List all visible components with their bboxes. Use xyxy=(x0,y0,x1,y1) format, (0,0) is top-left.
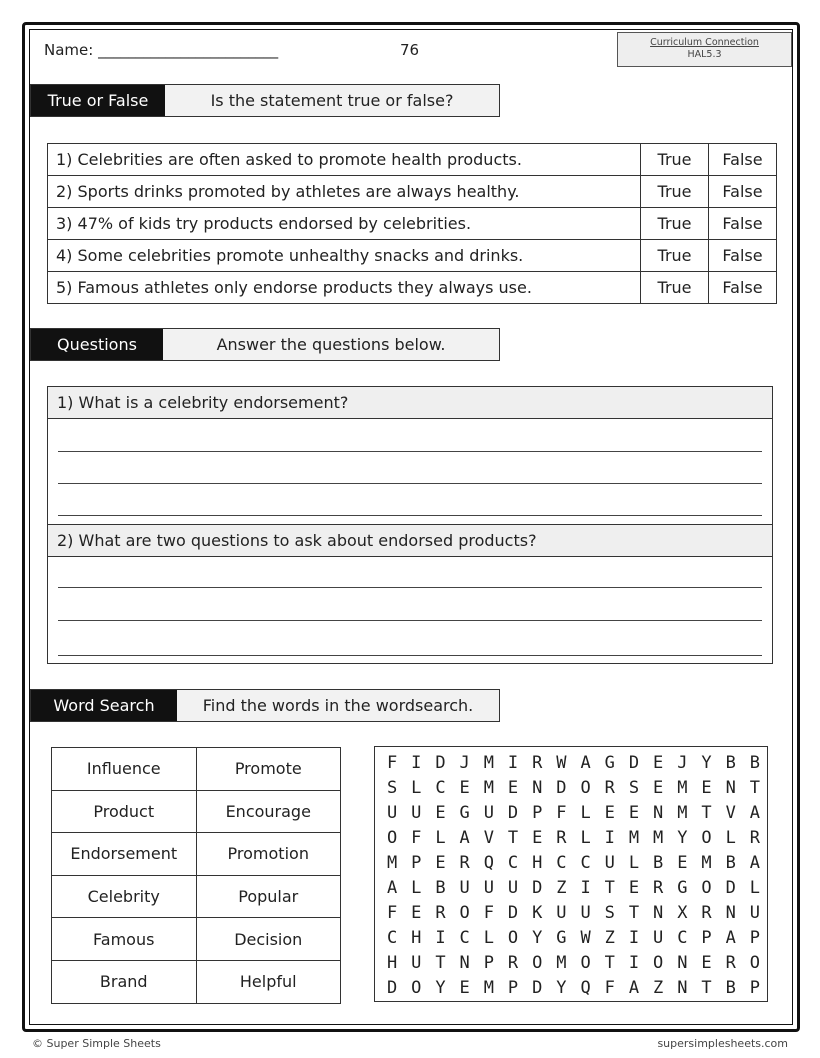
grid-letter[interactable]: A xyxy=(749,803,761,823)
grid-letter[interactable]: U xyxy=(653,928,664,948)
grid-letter[interactable]: P xyxy=(749,928,761,948)
grid-letter[interactable]: R xyxy=(653,878,664,898)
grid-letter[interactable]: U xyxy=(483,878,494,898)
grid-letter[interactable]: U xyxy=(749,903,761,923)
grid-letter[interactable]: F xyxy=(556,803,567,823)
word-list-item: Influence xyxy=(52,748,197,791)
answer-line[interactable] xyxy=(58,655,762,656)
grid-letter[interactable]: V xyxy=(483,828,494,848)
grid-letter[interactable]: M xyxy=(483,753,494,773)
grid-letter[interactable]: O xyxy=(507,928,519,948)
grid-letter[interactable]: E xyxy=(459,778,470,798)
grid-letter[interactable]: E xyxy=(435,853,446,873)
grid-letter[interactable]: P xyxy=(701,928,712,948)
grid-letter[interactable]: E xyxy=(653,753,664,773)
grid-letter[interactable]: D xyxy=(532,978,543,998)
grid-row xyxy=(380,901,767,926)
grid-letter[interactable]: D xyxy=(628,753,640,773)
grid-letter[interactable]: U xyxy=(556,903,567,923)
grid-row xyxy=(380,876,767,901)
curriculum-title: Curriculum Connection xyxy=(650,37,759,48)
grid-letter[interactable]: F xyxy=(386,903,398,923)
statement-text: 3) 47% of kids try products endorsed by celebrities. xyxy=(48,208,641,240)
grid-letter[interactable]: L xyxy=(483,928,494,948)
grid-letter[interactable]: I xyxy=(628,953,640,973)
word-list-item: Popular xyxy=(196,875,341,918)
grid-letter[interactable]: D xyxy=(386,978,398,998)
question-box xyxy=(47,525,773,664)
word-list-item: Product xyxy=(52,790,197,833)
grid-letter[interactable]: I xyxy=(435,928,446,948)
grid-letter[interactable]: M xyxy=(386,853,398,873)
grid-letter[interactable]: P xyxy=(532,803,543,823)
grid-letter[interactable]: I xyxy=(411,753,422,773)
word-list-row xyxy=(52,790,341,833)
name-field[interactable]: Name: ________________________ xyxy=(44,41,279,59)
answer-line[interactable] xyxy=(58,587,762,588)
statement-text: 5) Famous athletes only endorse products they always use. xyxy=(48,272,641,304)
grid-letter[interactable]: G xyxy=(604,753,615,773)
grid-letter[interactable]: E xyxy=(677,853,688,873)
word-list-row xyxy=(52,748,341,791)
false-option[interactable]: False xyxy=(709,176,777,208)
grid-row xyxy=(380,826,767,851)
grid-letter[interactable]: U xyxy=(386,803,398,823)
word-search-section-bar xyxy=(30,689,500,722)
grid-letter[interactable]: B xyxy=(725,853,736,873)
word-list-row xyxy=(52,918,341,961)
grid-letter[interactable]: B xyxy=(653,853,664,873)
grid-letter[interactable]: R xyxy=(749,828,761,848)
word-list-item: Decision xyxy=(196,918,341,961)
grid-letter[interactable]: C xyxy=(556,853,567,873)
grid-letter[interactable]: F xyxy=(386,753,398,773)
footer-copyright: © Super Simple Sheets xyxy=(32,1037,161,1050)
grid-letter[interactable]: U xyxy=(604,853,615,873)
grid-letter[interactable]: U xyxy=(483,803,494,823)
grid-letter[interactable]: E xyxy=(701,953,712,973)
grid-letter[interactable]: D xyxy=(507,903,519,923)
grid-letter[interactable]: V xyxy=(725,803,736,823)
grid-letter[interactable]: C xyxy=(386,928,398,948)
answer-line[interactable] xyxy=(58,515,762,516)
grid-letter[interactable]: G xyxy=(556,928,567,948)
grid-letter[interactable]: E xyxy=(411,903,422,923)
grid-letter[interactable]: Y xyxy=(532,928,543,948)
answer-line[interactable] xyxy=(58,483,762,484)
grid-letter[interactable]: I xyxy=(507,753,519,773)
grid-letter[interactable]: A xyxy=(580,753,591,773)
grid-row xyxy=(380,801,767,826)
grid-letter[interactable]: F xyxy=(483,903,494,923)
grid-letter[interactable]: A xyxy=(459,828,470,848)
statement-text: 1) Celebrities are often asked to promote health products. xyxy=(48,144,641,176)
grid-letter[interactable]: M xyxy=(677,778,688,798)
true-option[interactable]: True xyxy=(641,208,709,240)
grid-letter[interactable]: U xyxy=(411,953,422,973)
true-false-row xyxy=(48,272,777,304)
word-list-item: Celebrity xyxy=(52,875,197,918)
grid-letter[interactable]: D xyxy=(556,778,567,798)
word-list-row xyxy=(52,875,341,918)
true-false-row xyxy=(48,240,777,272)
section-description: Answer the questions below. xyxy=(216,335,446,354)
grid-letter[interactable]: O xyxy=(580,778,591,798)
grid-letter[interactable]: R xyxy=(532,753,543,773)
word-list-item: Promote xyxy=(196,748,341,791)
word-list-item: Encourage xyxy=(196,790,341,833)
grid-letter[interactable]: J xyxy=(677,753,688,773)
grid-letter[interactable]: D xyxy=(725,878,736,898)
word-list-item: Brand xyxy=(52,960,197,1003)
grid-letter[interactable]: I xyxy=(628,928,640,948)
grid-letter[interactable]: O xyxy=(459,903,470,923)
true-option[interactable]: True xyxy=(641,144,709,176)
page-number: 76 xyxy=(400,41,420,59)
grid-letter[interactable]: T xyxy=(628,903,640,923)
grid-letter[interactable]: Q xyxy=(580,978,591,998)
grid-letter[interactable]: N xyxy=(677,953,688,973)
grid-letter[interactable]: E xyxy=(628,803,640,823)
grid-letter[interactable]: B xyxy=(725,753,736,773)
grid-letter[interactable]: P xyxy=(507,978,519,998)
grid-letter[interactable]: N xyxy=(653,803,664,823)
grid-letter[interactable]: Y xyxy=(556,978,567,998)
grid-letter[interactable]: O xyxy=(580,953,591,973)
grid-letter[interactable]: N xyxy=(677,978,688,998)
false-option[interactable]: False xyxy=(709,208,777,240)
true-option[interactable]: True xyxy=(641,240,709,272)
grid-letter[interactable]: U xyxy=(411,803,422,823)
grid-letter[interactable]: R xyxy=(701,903,712,923)
grid-letter[interactable]: B xyxy=(435,878,446,898)
answer-line[interactable] xyxy=(58,620,762,621)
grid-letter[interactable]: L xyxy=(435,828,446,848)
section-tag: Word Search xyxy=(31,690,177,721)
grid-letter[interactable]: M xyxy=(701,853,712,873)
grid-letter[interactable]: A xyxy=(749,853,761,873)
grid-letter[interactable]: A xyxy=(386,878,398,898)
grid-letter[interactable]: B xyxy=(725,978,736,998)
grid-letter[interactable]: N xyxy=(725,778,736,798)
curriculum-connection-box xyxy=(617,32,792,67)
footer-site: supersimplesheets.com xyxy=(657,1037,788,1050)
grid-letter[interactable]: S xyxy=(604,903,615,923)
grid-letter[interactable]: O xyxy=(749,953,761,973)
grid-letter[interactable]: L xyxy=(628,853,640,873)
grid-letter[interactable]: E xyxy=(628,878,640,898)
grid-letter[interactable]: K xyxy=(532,903,543,923)
grid-letter[interactable]: L xyxy=(411,878,422,898)
grid-row xyxy=(380,751,767,776)
grid-letter[interactable]: A xyxy=(628,978,640,998)
grid-letter[interactable]: T xyxy=(749,778,761,798)
grid-letter[interactable]: T xyxy=(604,878,615,898)
grid-letter[interactable]: X xyxy=(677,903,688,923)
grid-row xyxy=(380,976,767,1001)
grid-letter[interactable]: P xyxy=(749,978,761,998)
grid-letter[interactable]: T xyxy=(435,953,446,973)
true-false-section-bar xyxy=(30,84,500,117)
grid-letter[interactable]: S xyxy=(386,778,398,798)
grid-letter[interactable]: R xyxy=(507,953,519,973)
grid-letter[interactable]: R xyxy=(725,953,736,973)
grid-letter[interactable]: O xyxy=(411,978,422,998)
grid-letter[interactable]: C xyxy=(435,778,446,798)
grid-letter[interactable]: L xyxy=(725,828,736,848)
curriculum-code: HAL5.3 xyxy=(687,49,722,60)
word-list-table xyxy=(51,747,341,1004)
false-option[interactable]: False xyxy=(709,144,777,176)
word-list-item: Promotion xyxy=(196,833,341,876)
word-search-grid xyxy=(374,746,768,1002)
grid-letter[interactable]: E xyxy=(507,778,519,798)
false-option[interactable]: False xyxy=(709,272,777,304)
grid-letter[interactable]: T xyxy=(701,978,712,998)
grid-letter[interactable]: Y xyxy=(677,828,688,848)
section-description: Find the words in the wordsearch. xyxy=(202,696,474,715)
grid-letter[interactable]: Z xyxy=(653,978,664,998)
grid-letter[interactable]: G xyxy=(459,803,470,823)
grid-letter[interactable]: S xyxy=(628,778,640,798)
grid-letter[interactable]: R xyxy=(556,828,567,848)
true-false-row xyxy=(48,144,777,176)
grid-letter[interactable]: R xyxy=(459,853,470,873)
grid-letter[interactable]: L xyxy=(411,778,422,798)
grid-letter[interactable]: E xyxy=(653,778,664,798)
grid-letter[interactable]: Y xyxy=(435,978,446,998)
true-false-table xyxy=(47,143,777,304)
true-false-row xyxy=(48,176,777,208)
answer-line[interactable] xyxy=(58,451,762,452)
word-list-item: Endorsement xyxy=(52,833,197,876)
section-tag: Questions xyxy=(31,329,163,360)
grid-letter[interactable]: C xyxy=(580,853,591,873)
grid-letter[interactable]: C xyxy=(507,853,519,873)
grid-letter[interactable]: N xyxy=(653,903,664,923)
true-false-row xyxy=(48,208,777,240)
grid-letter[interactable]: T xyxy=(604,953,615,973)
section-tag: True or False xyxy=(31,85,165,116)
word-list-item: Famous xyxy=(52,918,197,961)
grid-letter[interactable]: E xyxy=(532,828,543,848)
grid-letter[interactable]: W xyxy=(556,753,567,773)
grid-letter[interactable]: M xyxy=(677,803,688,823)
grid-letter[interactable]: F xyxy=(604,978,615,998)
grid-letter[interactable]: Y xyxy=(701,753,712,773)
grid-letter[interactable]: A xyxy=(725,928,736,948)
grid-letter[interactable]: T xyxy=(507,828,519,848)
grid-letter[interactable]: E xyxy=(459,978,470,998)
grid-letter[interactable]: D xyxy=(532,878,543,898)
grid-letter[interactable]: H xyxy=(386,953,398,973)
grid-letter[interactable]: D xyxy=(435,753,446,773)
grid-letter[interactable]: M xyxy=(628,828,640,848)
grid-letter[interactable]: G xyxy=(677,878,688,898)
grid-letter[interactable]: M xyxy=(483,978,494,998)
grid-letter[interactable]: C xyxy=(677,928,688,948)
grid-letter[interactable]: Q xyxy=(483,853,494,873)
grid-letter[interactable]: O xyxy=(386,828,398,848)
grid-letter[interactable]: E xyxy=(435,803,446,823)
grid-letter[interactable]: O xyxy=(701,878,712,898)
statement-text: 4) Some celebrities promote unhealthy snacks and drinks. xyxy=(48,240,641,272)
grid-letter[interactable]: Z xyxy=(556,878,567,898)
grid-letter[interactable]: D xyxy=(507,803,519,823)
grid-letter[interactable]: O xyxy=(532,953,543,973)
grid-row xyxy=(380,851,767,876)
grid-letter[interactable]: M xyxy=(653,828,664,848)
grid-letter[interactable]: L xyxy=(580,803,591,823)
grid-row xyxy=(380,951,767,976)
grid-letter[interactable]: B xyxy=(749,753,761,773)
grid-letter[interactable]: E xyxy=(701,778,712,798)
grid-letter[interactable]: N xyxy=(532,778,543,798)
questions-section-bar xyxy=(30,328,500,361)
word-list-row xyxy=(52,833,341,876)
grid-letter[interactable]: I xyxy=(580,878,591,898)
grid-letter[interactable]: R xyxy=(604,778,615,798)
grid-letter[interactable]: L xyxy=(749,878,761,898)
grid-letter[interactable]: U xyxy=(507,878,519,898)
false-option[interactable]: False xyxy=(709,240,777,272)
grid-letter[interactable]: O xyxy=(653,953,664,973)
grid-letter[interactable]: T xyxy=(701,803,712,823)
grid-letter[interactable]: C xyxy=(459,928,470,948)
grid-letter[interactable]: R xyxy=(435,903,446,923)
true-option[interactable]: True xyxy=(641,176,709,208)
true-option[interactable]: True xyxy=(641,272,709,304)
grid-row xyxy=(380,776,767,801)
statement-text: 2) Sports drinks promoted by athletes are always healthy. xyxy=(48,176,641,208)
grid-letter[interactable]: H xyxy=(532,853,543,873)
grid-letter[interactable]: H xyxy=(411,928,422,948)
grid-letter[interactable]: F xyxy=(411,828,422,848)
grid-letter[interactable]: N xyxy=(459,953,470,973)
word-list-item: Helpful xyxy=(196,960,341,1003)
grid-letter[interactable]: N xyxy=(725,903,736,923)
grid-letter[interactable]: I xyxy=(604,828,615,848)
grid-letter[interactable]: J xyxy=(459,753,470,773)
grid-letter[interactable]: M xyxy=(483,778,494,798)
section-description: Is the statement true or false? xyxy=(210,91,454,110)
grid-letter[interactable]: P xyxy=(483,953,494,973)
grid-letter[interactable]: O xyxy=(701,828,712,848)
question-box xyxy=(47,386,773,525)
grid-letter[interactable]: W xyxy=(580,928,591,948)
grid-letter[interactable]: Z xyxy=(604,928,615,948)
grid-letter[interactable]: E xyxy=(604,803,615,823)
grid-letter[interactable]: U xyxy=(459,878,470,898)
question-text: 2) What are two questions to ask about endorsed products? xyxy=(48,525,772,557)
word-list-row xyxy=(52,960,341,1003)
grid-row xyxy=(380,926,767,951)
grid-letter[interactable]: L xyxy=(580,828,591,848)
grid-letter[interactable]: M xyxy=(556,953,567,973)
question-text: 1) What is a celebrity endorsement? xyxy=(48,387,772,419)
grid-letter[interactable]: U xyxy=(580,903,591,923)
grid-letter[interactable]: P xyxy=(411,853,422,873)
